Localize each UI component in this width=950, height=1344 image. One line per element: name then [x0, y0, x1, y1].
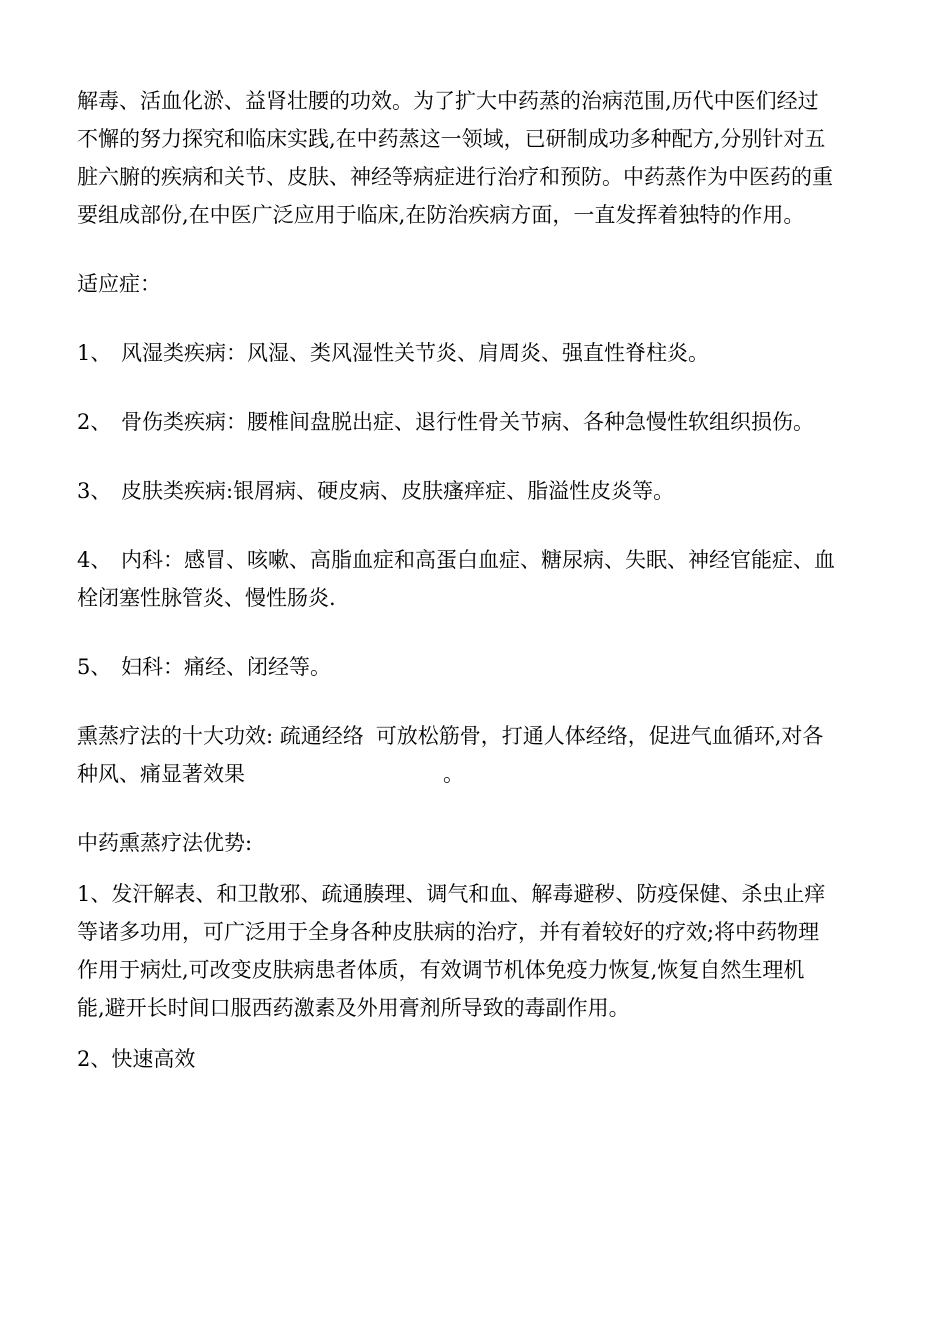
document-page: [77, 82, 885, 1078]
effects-text: 可放松筋骨，打通人体经络，促进气血循环,对各: [375, 724, 824, 748]
item-number: 4、: [77, 548, 112, 572]
advantages-heading: 中药熏蒸疗法优势:: [77, 831, 253, 855]
intro-line-2: 不懈的努力探究和临床实践,在中药蒸这一领域，已研制成功多种配方,分别针对五: [77, 127, 826, 151]
advantages-line-4: 能,避开长时间口服西药激素及外用膏剂所导致的毒副作用。: [77, 996, 630, 1020]
item-text-continued: 栓闭塞性脉管炎、慢性肠炎.: [77, 586, 336, 610]
indication-item-2: [77, 403, 885, 441]
advantages-line-2: 等诸多功用，可广泛用于全身各种皮肤病的治疗，并有着较好的疗效;将中药物理: [77, 920, 820, 944]
advantages-paragraph-1: [77, 875, 885, 1027]
effects-paragraph: [77, 717, 885, 793]
indication-item-3: [77, 472, 885, 510]
indication-item-4: [77, 541, 885, 617]
intro-line-3: 脏六腑的疾病和关节、皮肤、神经等病症进行治疗和预防。中药蒸作为中医药的重: [77, 165, 833, 189]
effects-text-continued: 种风、痛显著效果: [77, 762, 245, 786]
item-text: 皮肤类疾病:银屑病、硬皮病、皮肤瘙痒症、脂溢性皮炎等。: [121, 479, 675, 503]
item-number: 3、: [77, 479, 112, 503]
item-number: 1、: [77, 341, 112, 365]
advantages-paragraph-2: 2、快速高效: [77, 1047, 196, 1071]
intro-line-4: 要组成部份,在中医广泛应用于临床,在防治疾病方面，一直发挥着独特的作用。: [77, 203, 805, 227]
effects-lead: 熏蒸疗法的十大功效: 疏通经络: [77, 724, 364, 748]
effects-end-mark: 。: [443, 762, 464, 786]
item-number: 2、: [77, 410, 112, 434]
indications-heading: 适应症：: [77, 272, 161, 296]
indication-item-5: [77, 648, 885, 686]
item-text: 妇科：痛经、闭经等。: [121, 655, 331, 679]
item-text: 风湿类疾病：风湿、类风湿性关节炎、肩周炎、强直性脊柱炎。: [121, 341, 709, 365]
item-text: 骨伤类疾病：腰椎间盘脱出症、退行性骨关节病、各种急慢性软组织损伤。: [121, 410, 814, 434]
advantages-line-1: 1、发汗解表、和卫散邪、疏通腠理、调气和血、解毒避秽、防疫保健、杀虫止痒: [77, 882, 826, 906]
item-number: 5、: [77, 655, 112, 679]
advantages-line-3: 作用于病灶,可改变皮肤病患者体质，有效调节机体免疫力恢复,恢复自然生理机: [77, 958, 805, 982]
intro-paragraph: [77, 82, 885, 234]
item-text: 内科：感冒、咳嗽、高脂血症和高蛋白血症、糖尿病、失眠、神经官能症、血: [121, 548, 835, 572]
indication-item-1: [77, 334, 885, 372]
intro-line-1: 解毒、活血化淤、益肾壮腰的功效。为了扩大中药蒸的治病范围,历代中医们经过: [77, 89, 819, 113]
